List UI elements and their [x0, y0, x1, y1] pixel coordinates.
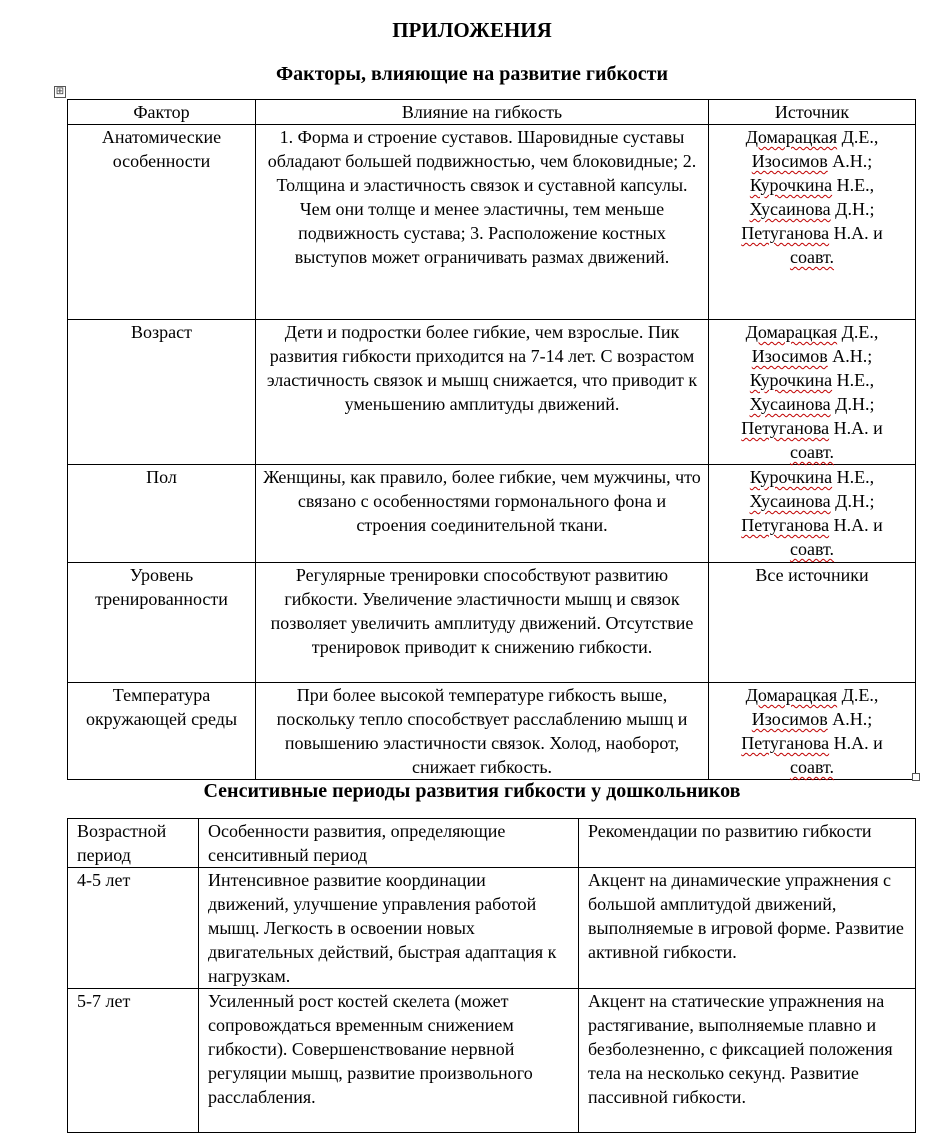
source-author-name: Изосимов [751, 151, 828, 171]
table-row [68, 465, 916, 563]
source-author-name: Хусаинова [749, 199, 831, 219]
source-author: Хусаинова Д.Н.; [749, 394, 875, 414]
source-author: Хусаинова Д.Н.; [749, 491, 875, 511]
source-cell: Все источники [709, 563, 916, 683]
table-row [68, 320, 916, 465]
header-recommendations: Рекомендации по развитию гибкости [579, 819, 916, 868]
source-author-name: Хусаинова [749, 491, 831, 511]
appendix-heading: ПРИЛОЖЕНИЯ [392, 18, 552, 42]
source-author [715, 245, 909, 269]
source-author-name: Домарацкая [745, 685, 838, 705]
source-author-name: соавт. [789, 757, 835, 777]
factor-cell: Анатомические особенности [68, 125, 256, 320]
source-author-name: Домарацкая [745, 322, 838, 342]
influence-cell: Женщины, как правило, более гибкие, чем мужчины, что связано с особенностями гормонального фона и строения соединительной ткани. [256, 465, 709, 563]
factors-table [67, 99, 916, 780]
header-source: Источник [709, 100, 916, 125]
table-row [68, 563, 916, 683]
influence-cell: Дети и подростки более гибкие, чем взрослые. Пик развития гибкости приходится на 7-14 лет. С возрастом эластичность связок и мышц снижается, что приводит к уменьшению амплитуды движений. [256, 320, 709, 465]
factor-cell: Уровень тренированности [68, 563, 256, 683]
source-author: Петуганова Н.А. и [741, 418, 883, 438]
source-author-name: Петуганова [741, 418, 830, 438]
table-row [68, 125, 916, 320]
source-author: Курочкина Н.Е., [749, 370, 875, 390]
source-cell [709, 683, 916, 780]
features-cell: Интенсивное развитие координации движений, улучшение управления работой мышц. Легкость в освоении новых двигательных действий, быстрая адаптация к нагрузкам. [199, 868, 579, 989]
source-author: Изосимов А.Н.; [751, 151, 873, 171]
header-factor: Фактор [68, 100, 256, 125]
header-age-period: Возрастной период [68, 819, 199, 868]
influence-cell: 1. Форма и строение суставов. Шаровидные суставы обладают большей подвижностью, чем блоковидные; 2. Толщина и эластичность связок и суставной капсулы. Чем они толще и менее эластичны, тем меньше подвижность сустава; 3. Расположение костных выступов может ограничивать размах движений. [256, 125, 709, 320]
source-author-name: Курочкина [749, 467, 833, 487]
source-author-name: соавт. [789, 247, 835, 267]
features-cell: Усиленный рост костей скелета (может сопровождаться временным снижением гибкости). Совершенствование нервной регуляции мышц, развитие произвольного расслабления. [199, 989, 579, 1133]
source-author-name: Хусаинова [749, 394, 831, 414]
source-author: Петуганова Н.А. и [741, 733, 883, 753]
source-cell [709, 125, 916, 320]
factor-cell: Пол [68, 465, 256, 563]
source-author-name: Изосимов [751, 709, 828, 729]
source-author-name: Домарацкая [745, 127, 838, 147]
factors-table-title: Факторы, влияющие на развитие гибкости [276, 63, 668, 85]
source-author: Петуганова Н.А. и [741, 515, 883, 535]
source-author: Изосимов А.Н.; [751, 709, 873, 729]
source-author-name: Курочкина [749, 370, 833, 390]
table-row [68, 683, 916, 780]
source-author-name: соавт. [789, 539, 835, 559]
source-author-name: Курочкина [749, 175, 833, 195]
source-author: Курочкина Н.Е., [749, 175, 875, 195]
table-header-row [68, 819, 916, 868]
source-author: Домарацкая Д.Е., [745, 685, 879, 705]
source-author-name: Петуганова [741, 515, 830, 535]
header-features: Особенности развития, определяющие сенситивный период [199, 819, 579, 868]
table-move-handle-icon[interactable]: ⊞ [55, 86, 65, 97]
source-author [715, 537, 909, 561]
source-author-name: соавт. [789, 442, 835, 462]
influence-cell: Регулярные тренировки способствуют развитию гибкости. Увеличение эластичности мышц и связок позволяет увеличить амплитуду движений. Отсутствие тренировок приводит к снижению гибкости. [256, 563, 709, 683]
influence-cell: При более высокой температуре гибкость выше, поскольку тепло способствует расслаблению мышц и повышению эластичности связок. Холод, наоборот, снижает гибкость. [256, 683, 709, 780]
header-influence: Влияние на гибкость [256, 100, 709, 125]
source-author: Хусаинова Д.Н.; [749, 199, 875, 219]
source-author [715, 440, 909, 464]
source-cell [709, 320, 916, 465]
age-cell: 4-5 лет [68, 868, 199, 989]
sensitive-periods-title: Сенситивные периоды развития гибкости у дошкольников [203, 780, 741, 802]
source-author: Курочкина Н.Е., [749, 467, 875, 487]
sensitive-periods-table [67, 818, 916, 1133]
source-author-name: Петуганова [741, 733, 830, 753]
factor-cell: Температура окружающей среды [68, 683, 256, 780]
table-header-row [68, 100, 916, 125]
source-author: Домарацкая Д.Е., [745, 127, 879, 147]
source-author: Петуганова Н.А. и [741, 223, 883, 243]
source-author: Изосимов А.Н.; [751, 346, 873, 366]
source-author-name: Петуганова [741, 223, 830, 243]
table-row [68, 989, 916, 1133]
table-row [68, 868, 916, 989]
factor-cell: Возраст [68, 320, 256, 465]
source-author: Домарацкая Д.Е., [745, 322, 879, 342]
recommendations-cell: Акцент на статические упражнения на растягивание, выполняемые плавно и безболезненно, с фиксацией положения тела на несколько секунд. Развитие пассивной гибкости. [579, 989, 916, 1133]
source-author [715, 755, 909, 779]
recommendations-cell: Акцент на динамические упражнения с большой амплитудой движений, выполняемые в игровой форме. Развитие активной гибкости. [579, 868, 916, 989]
source-cell [709, 465, 916, 563]
source-author-name: Изосимов [751, 346, 828, 366]
age-cell: 5-7 лет [68, 989, 199, 1133]
